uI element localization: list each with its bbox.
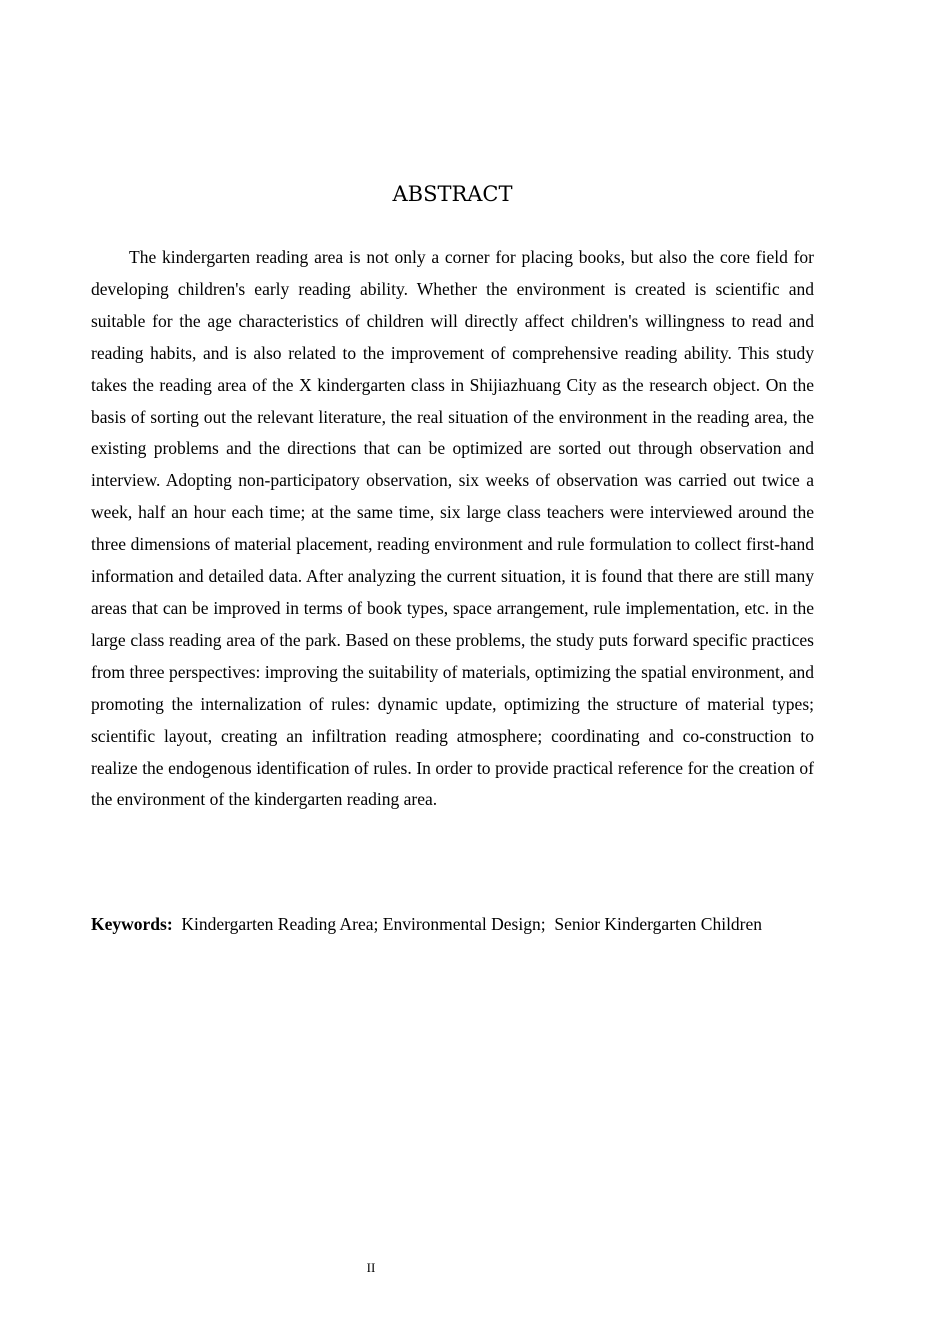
keyword-item: Senior Kindergarten Children xyxy=(554,914,763,934)
abstract-body: The kindergarten reading area is not only a corner for placing books, but also the core field for developing children's early reading ability. Whether the environment is created is scientific and suitable for the age characteristics of children will directly affect children's willingness to read and reading habits, and is also related to the improvement of comprehensive reading ability. This study takes the reading area of the X kindergarten class in Shijiazhuang City as the research object. On the basis of sorting out the relevant literature, the real situation of the environment in the reading area, the existing problems and the directions that can be optimized are sorted out through observation and interview. Adopting non-participatory observation, six weeks of observation was carried out twice a week, half an hour each time; at the same time, six large class teachers were interviewed around the three dimensions of material placement, reading environment and rule formulation to collect first-hand information and detailed data. After analyzing the current situation, it is found that there are still many areas that can be improved in terms of book types, space arrangement, rule implementation, etc. in the large class reading area of the park. Based on these problems, the study puts forward specific practices from three perspectives: improving the suitability of materials, optimizing the spatial environment, and promoting the internalization of rules: dynamic update, optimizing the structure of material types; scientific layout, creating an infiltration reading atmosphere; coordinating and co-construction to realize the endogenous identification of rules. In order to provide practical reference for the creation of the environment of the kindergarten reading area. xyxy=(91,247,814,810)
keyword-item: Kindergarten Reading Area; xyxy=(181,914,379,934)
keywords-label: Keywords: xyxy=(91,914,173,934)
keyword-item: Environmental Design; xyxy=(382,914,546,934)
page-number: II xyxy=(366,1260,376,1275)
keywords-paragraph xyxy=(91,909,814,941)
abstract-title: ABSTRACT xyxy=(392,182,513,206)
